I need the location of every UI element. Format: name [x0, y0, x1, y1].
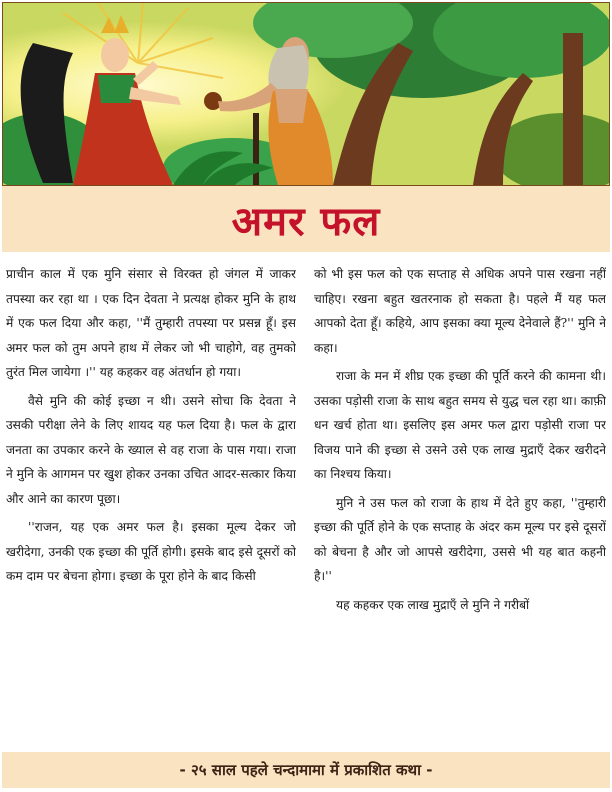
text-column-left	[6, 262, 296, 740]
paragraph: ''राजन, यह एक अमर फल है। इसका मूल्य देकर जो खरीदेगा, उनकी एक इच्छा की पूर्ति होगी। इसके बाद इसे दूसरों को कम दाम पर बेचना होगा। इच्छा के पूरा होने के बाद किसी	[6, 520, 296, 583]
footer-band	[2, 752, 610, 788]
text-column-right	[314, 262, 606, 740]
paragraph: मुनि ने उस फल को राजा के हाथ में देते हुए कहा, ''तुम्हारी इच्छा की पूर्ति होने के एक सप्ताह के अंदर कम मूल्य पर इसे दूसरों को बेचना है और जो आपसे खरीदेगा, उससे भी यह बात कहनी है।''	[314, 495, 606, 583]
paragraph: को भी इस फल को एक सप्ताह से अधिक अपने पास रखना नहीं चाहिए। रखना बहुत खतरनाक हो सकता है। पहले मैं यह फल आपको देता हूँ। कहिये, आप इसका क्या मूल्य देनेवाले हैं?'' मुनि ने कहा।	[314, 267, 606, 355]
paragraph: राजा के मन में शीघ्र एक इच्छा की पूर्ति करने की कामना थी। उसका पड़ोसी राजा के साथ बहुत समय से युद्ध चल रहा था। काफ़ी धन खर्च होता था। इसलिए इस अमर फल द्वारा पड़ोसी राजा पर विजय पाने की इच्छा से उसने उसे एक लाख मुद्राएँ देकर खरीदने का निश्चय किया।	[314, 369, 606, 481]
paragraph: वैसे मुनि की कोई इच्छा न थी। उसने सोचा कि देवता ने उसकी परीक्षा लेने के लिए शायद यह फल दिया है। फल के द्वारा जनता का उपकार करने के ख्याल से वह राजा के पास गया। राजा ने मुनि के आगमन पर खुश होकर उनका उचित आदर-सत्कार किया और आने का कारण पूछा।	[6, 393, 296, 506]
footer-note: - २५ साल पहले चन्दामामा में प्रकाशित कथा -	[179, 761, 433, 779]
paragraph: यह कहकर एक लाख मुद्राएँ ले मुनि ने गरीबों	[336, 597, 530, 612]
title-band	[2, 186, 610, 252]
story-illustration	[2, 2, 610, 186]
paragraph: प्राचीन काल में एक मुनि संसार से विरक्त हो जंगल में जाकर तपस्या कर रहा था । एक दिन देवता ने प्रत्यक्ष होकर मुनि के हाथ में एक फल दिया और कहा, ''मैं तुम्हारी तपस्या पर प्रसन्न हूँ। इस अमर फल को तुम अपने हाथ में लेकर जो भी चाहोगे, वह तुमको तुरंत मिल जायेगा ।'' यह कहकर वह अंतर्धान हो गया।	[6, 267, 296, 379]
story-title: अमर फल	[231, 198, 381, 245]
